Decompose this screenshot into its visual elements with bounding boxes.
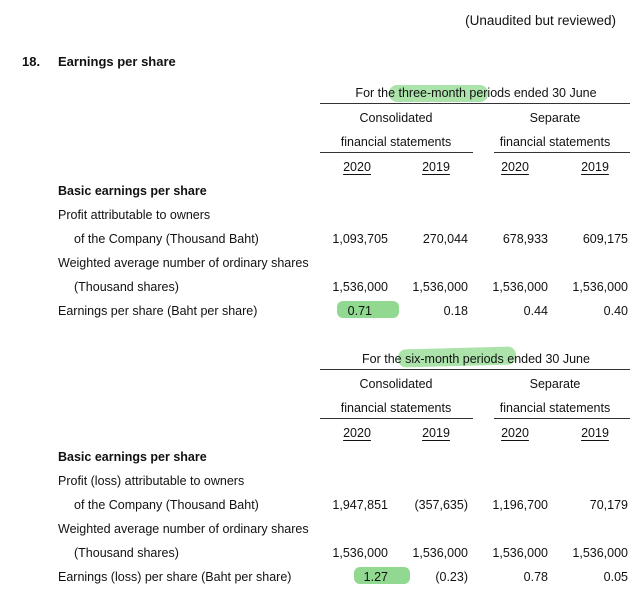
table1-cell: 1,093,705 bbox=[332, 232, 388, 246]
table2-rule-consolidated bbox=[320, 418, 473, 419]
table2-year: 2019 bbox=[581, 426, 609, 440]
table2-cell: 0.78 bbox=[523, 570, 548, 584]
table2-cell: 1,947,851 bbox=[332, 498, 388, 512]
section-number: 18. bbox=[22, 54, 41, 69]
table1-year: 2019 bbox=[581, 160, 609, 174]
table1-cell: 0.40 bbox=[603, 304, 628, 318]
table2-group-consolidated-2: financial statements bbox=[340, 401, 452, 415]
table1-rule-separate bbox=[494, 152, 630, 153]
table1-group-consolidated-1: Consolidated bbox=[359, 111, 433, 125]
table1-row-label: Weighted average number of ordinary shares bbox=[58, 256, 309, 270]
table1-cell: 0.44 bbox=[523, 304, 548, 318]
table1-row-label: Profit attributable to owners bbox=[58, 208, 211, 222]
table2-period-header: For the six-month periods ended 30 June bbox=[362, 352, 590, 366]
table1-row-label: (Thousand shares) bbox=[74, 280, 179, 294]
table1-cell: 1,536,000 bbox=[492, 280, 548, 294]
table2-cell: 1,536,000 bbox=[572, 546, 628, 560]
table1-row-label: of the Company (Thousand Baht) bbox=[74, 232, 259, 246]
table2-cell: (0.23) bbox=[435, 570, 468, 584]
table1-cell: 1,536,000 bbox=[412, 280, 468, 294]
table2-year: 2019 bbox=[422, 426, 450, 440]
table1-group-separate-2: financial statements bbox=[499, 135, 611, 149]
table1-cell: 1,536,000 bbox=[572, 280, 628, 294]
table1-cell: 270,044 bbox=[422, 232, 468, 246]
table1-row-label: Earnings per share (Baht per share) bbox=[58, 304, 258, 318]
table2-section-label: Basic earnings per share bbox=[58, 450, 207, 464]
table1-rule-consolidated bbox=[320, 152, 473, 153]
table1-rule-top bbox=[320, 103, 630, 104]
table2-cell: 1,536,000 bbox=[332, 546, 388, 560]
table1-cell: 0.71 bbox=[347, 304, 372, 318]
table2-group-consolidated-1: Consolidated bbox=[359, 377, 433, 391]
unaudited-note: (Unaudited but reviewed) bbox=[465, 13, 616, 28]
table2-cell: (357,635) bbox=[414, 498, 468, 512]
table2-rule-top bbox=[320, 369, 630, 370]
table2-row-label: Profit (loss) attributable to owners bbox=[58, 474, 245, 488]
table2-cell: 1.27 bbox=[363, 570, 388, 584]
table2-rule-separate bbox=[494, 418, 630, 419]
table1-cell: 609,175 bbox=[582, 232, 628, 246]
table1-period-header: For the three-month periods ended 30 June bbox=[355, 86, 597, 100]
table2-row-label: of the Company (Thousand Baht) bbox=[74, 498, 259, 512]
table2-row-label: Weighted average number of ordinary shares bbox=[58, 522, 309, 536]
table2-year: 2020 bbox=[501, 426, 529, 440]
table1-year: 2020 bbox=[343, 160, 371, 174]
table2-cell: 1,536,000 bbox=[492, 546, 548, 560]
table2-row-label: (Thousand shares) bbox=[74, 546, 179, 560]
table1-cell: 678,933 bbox=[502, 232, 548, 246]
table1-group-separate-1: Separate bbox=[529, 111, 581, 125]
section-title: Earnings per share bbox=[58, 54, 176, 69]
table1-year: 2019 bbox=[422, 160, 450, 174]
table1-cell: 1,536,000 bbox=[332, 280, 388, 294]
table1-cell: 0.18 bbox=[443, 304, 468, 318]
table2-row-label: Earnings (loss) per share (Baht per share) bbox=[58, 570, 292, 584]
table1-group-consolidated-2: financial statements bbox=[340, 135, 452, 149]
table2-cell: 70,179 bbox=[589, 498, 628, 512]
table2-cell: 0.05 bbox=[603, 570, 628, 584]
table2-group-separate-1: Separate bbox=[529, 377, 581, 391]
table2-group-separate-2: financial statements bbox=[499, 401, 611, 415]
table1-year: 2020 bbox=[501, 160, 529, 174]
table2-year: 2020 bbox=[343, 426, 371, 440]
table1-section-label: Basic earnings per share bbox=[58, 184, 207, 198]
table2-cell: 1,536,000 bbox=[412, 546, 468, 560]
table2-cell: 1,196,700 bbox=[492, 498, 548, 512]
